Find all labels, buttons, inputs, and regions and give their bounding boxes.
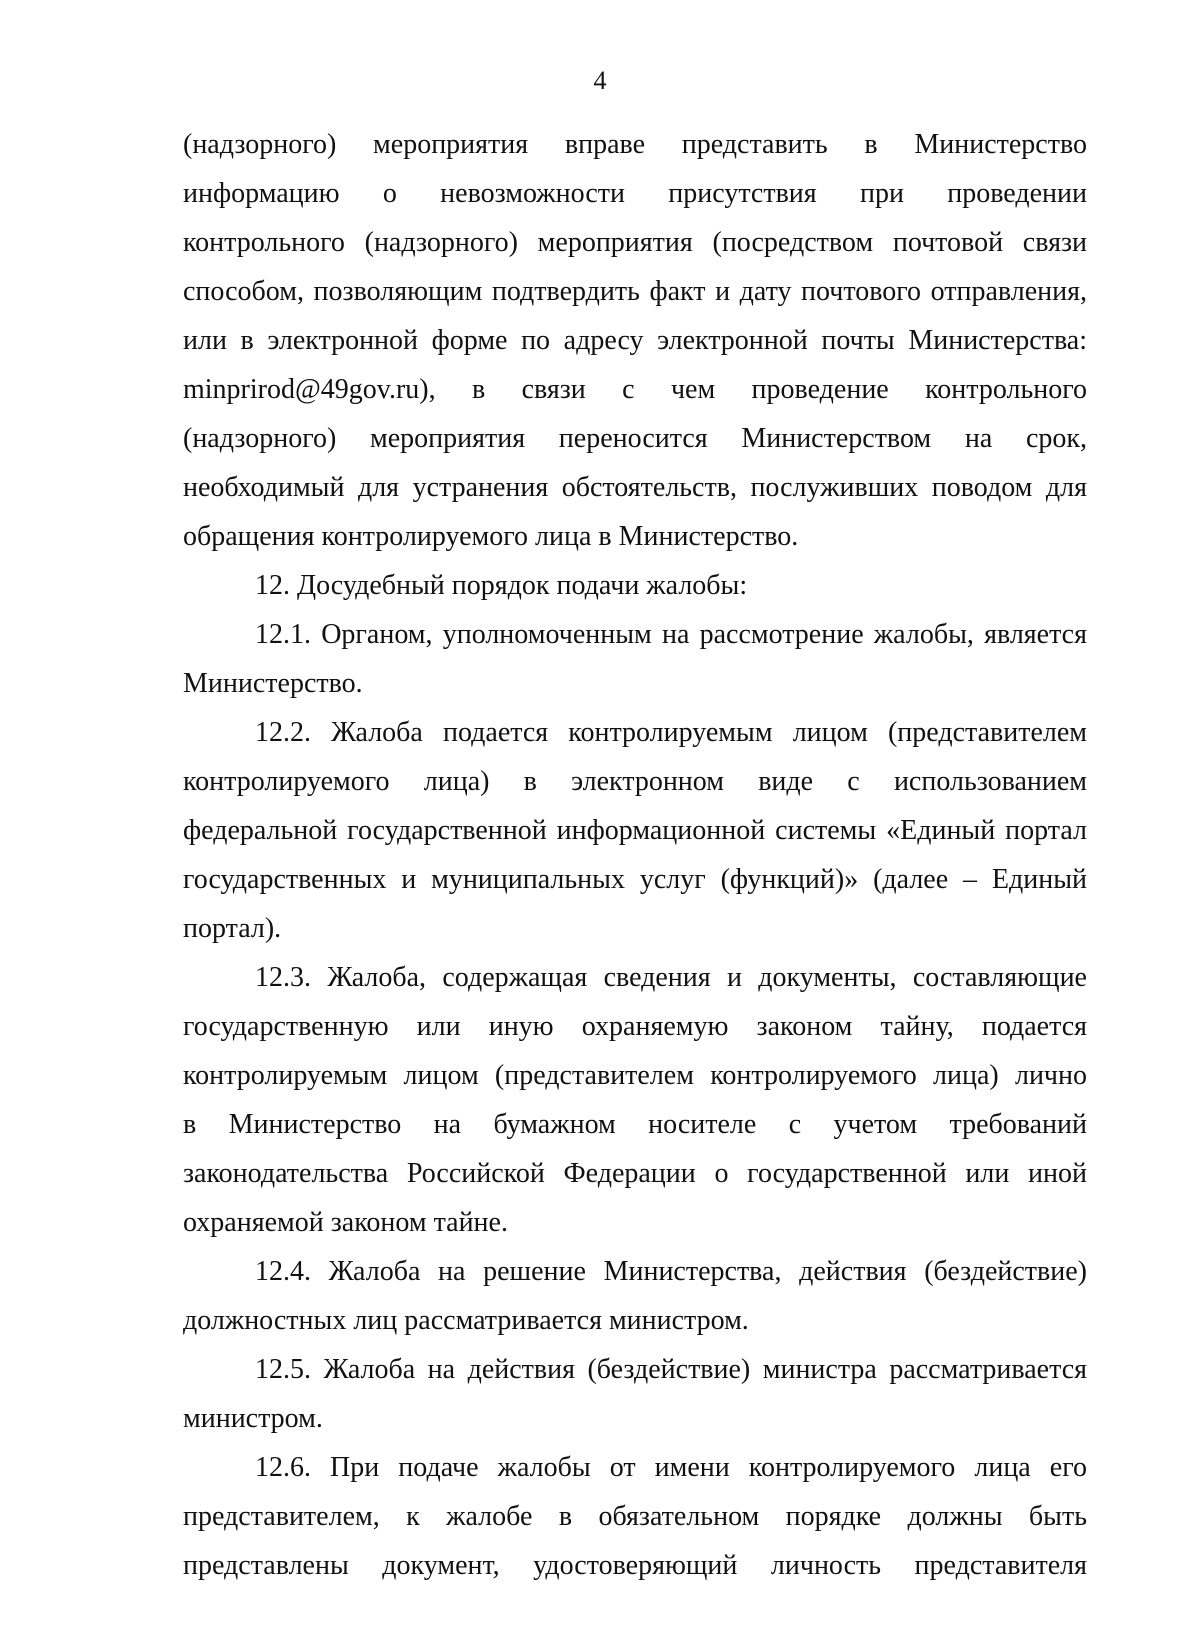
paragraph <box>183 120 1087 561</box>
text-line: информацию о невозможности присутствия при проведении <box>183 178 1087 209</box>
text-line: способом, позволяющим подтвердить факт и дату почтового отправления, <box>183 276 1087 307</box>
text-line: 12.3. Жалоба, содержащая сведения и документы, составляющие <box>255 962 1087 993</box>
text-line: контрольного (надзорного) мероприятия (посредством почтовой связи <box>183 227 1087 258</box>
paragraph <box>183 1443 1087 1590</box>
text-line: министром. <box>183 1403 323 1434</box>
page-number: 4 <box>593 66 607 95</box>
paragraph <box>183 1247 1087 1345</box>
text-line: федеральной государственной информационной системы «Единый портал <box>183 815 1087 846</box>
text-line: 12. Досудебный порядок подачи жалобы: <box>255 570 748 601</box>
paragraph <box>183 953 1087 1247</box>
text-line: контролируемого лица) в электронном виде с использованием <box>183 766 1087 797</box>
text-line: или в электронной форме по адресу электронной почты Министерства: <box>183 325 1087 356</box>
text-line: 12.6. При подаче жалобы от имени контролируемого лица его <box>255 1452 1087 1483</box>
paragraph <box>183 708 1087 953</box>
text-line: должностных лиц рассматривается министром. <box>183 1305 749 1336</box>
document-body <box>183 120 1087 1590</box>
paragraph <box>183 1345 1087 1443</box>
text-line: представлены документ, удостоверяющий личность представителя <box>183 1550 1087 1581</box>
text-line: портал). <box>183 913 282 944</box>
text-line: охраняемой законом тайне. <box>183 1207 508 1238</box>
text-line: (надзорного) мероприятия вправе представить в Министерство <box>183 129 1087 160</box>
text-line: контролируемым лицом (представителем контролируемого лица) лично <box>183 1060 1087 1091</box>
text-line: (надзорного) мероприятия переносится Министерством на срок, <box>183 423 1087 454</box>
text-line: законодательства Российской Федерации о государственной или иной <box>183 1158 1087 1189</box>
text-line: 12.2. Жалоба подается контролируемым лицом (представителем <box>255 717 1087 748</box>
text-line: 12.5. Жалоба на действия (бездействие) министра рассматривается <box>255 1354 1087 1385</box>
paragraph <box>183 561 1087 610</box>
text-line: государственную или иную охраняемую законом тайну, подается <box>183 1011 1087 1042</box>
text-line: представителем, к жалобе в обязательном порядке должны быть <box>183 1501 1087 1532</box>
text-line: государственных и муниципальных услуг (функций)» (далее – Единый <box>183 864 1087 895</box>
text-line: обращения контролируемого лица в Министерство. <box>183 521 799 552</box>
paragraph <box>183 610 1087 708</box>
text-line: в Министерство на бумажном носителе с учетом требований <box>183 1109 1087 1140</box>
text-line: необходимый для устранения обстоятельств, послуживших поводом для <box>183 472 1087 503</box>
text-line: 12.4. Жалоба на решение Министерства, действия (бездействие) <box>255 1256 1087 1287</box>
text-line: minprirod@49gov.ru), в связи с чем проведение контрольного <box>183 374 1087 405</box>
text-line: Министерство. <box>183 668 363 699</box>
text-line: 12.1. Органом, уполномоченным на рассмотрение жалобы, является <box>255 619 1087 650</box>
